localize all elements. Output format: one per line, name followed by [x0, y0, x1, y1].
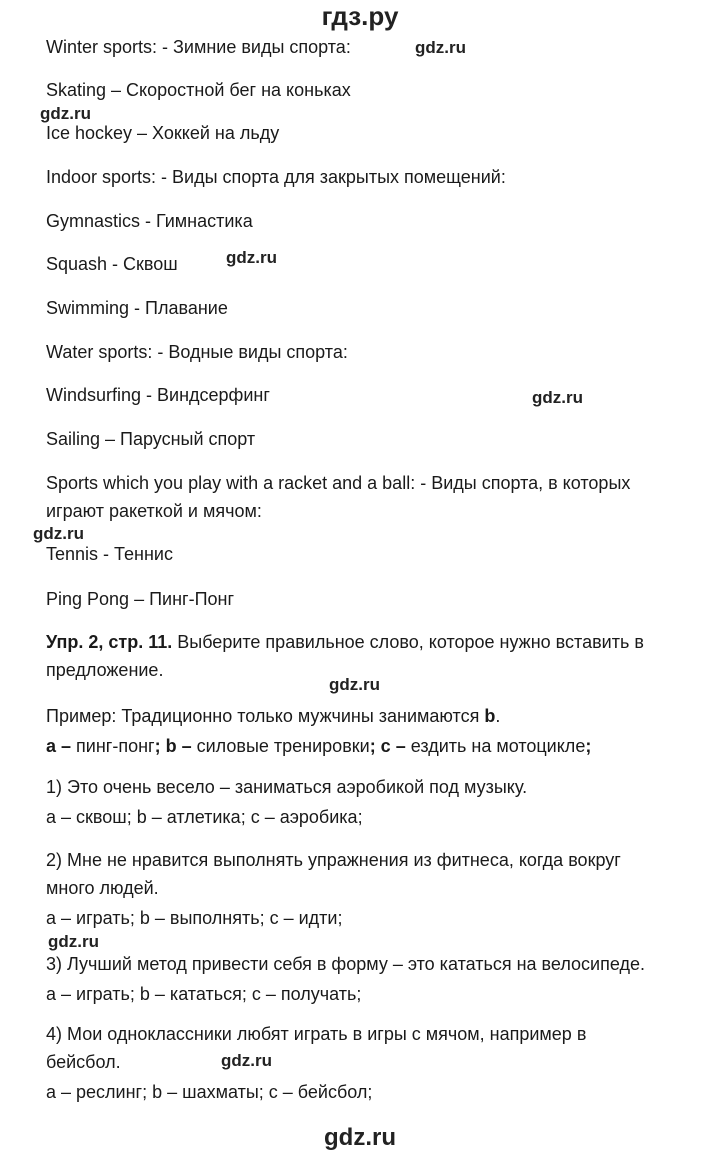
- exercise-instruction: Выберите правильное слово, которое нужно вставить в: [172, 632, 644, 652]
- vocab-line: Windsurfing - Виндсерфинг: [46, 385, 270, 405]
- option-c-label: ; c –: [369, 736, 406, 756]
- example-answer: b: [484, 706, 496, 726]
- option-end: ;: [585, 736, 592, 756]
- watermark: gdz.ru: [33, 524, 84, 543]
- vocab-line: Winter sports: - Зимние виды спорта:: [46, 37, 351, 57]
- vocab-line: Sports which you play with a racket and a ball: - Виды спорта, в которых: [46, 473, 631, 493]
- question-1: 1) Это очень весело – заниматься аэробикой под музыку.: [46, 777, 528, 797]
- option-b-text: силовые тренировки: [191, 736, 370, 756]
- watermark: gdz.ru: [221, 1051, 272, 1070]
- vocab-line: играют ракеткой и мячом:: [46, 501, 262, 521]
- vocab-line: Ice hockey – Хоккей на льду: [46, 123, 280, 143]
- watermark: gdz.ru: [226, 248, 277, 267]
- vocab-line: Skating – Скоростной бег на коньках: [46, 80, 351, 100]
- vocab-line: Ping Pong – Пинг-Понг: [46, 589, 235, 609]
- watermark: gdz.ru: [415, 38, 466, 57]
- watermark: gdz.ru: [48, 932, 99, 951]
- vocab-line: Sailing – Парусный спорт: [46, 429, 256, 449]
- exercise-heading: [46, 629, 676, 655]
- question-3-options: a – играть; b – кататься; c – получать;: [46, 984, 362, 1004]
- watermark: gdz.ru: [532, 388, 583, 407]
- exercise-instruction-cont: предложение.: [46, 660, 164, 680]
- example-end: .: [495, 706, 501, 726]
- vocab-line: Squash - Сквош: [46, 254, 178, 274]
- watermark: gdz.ru: [40, 104, 91, 123]
- question-2-options: a – играть; b – выполнять; c – идти;: [46, 908, 343, 928]
- example-line: [46, 703, 676, 729]
- question-4-cont: бейсбол.: [46, 1052, 121, 1072]
- watermark: gdz.ru: [329, 675, 380, 694]
- vocab-line: Swimming - Плавание: [46, 298, 228, 318]
- option-a-label: a –: [46, 736, 72, 756]
- example-text: Пример: Традиционно только мужчины занимаются: [46, 706, 485, 726]
- vocab-line: Water sports: - Водные виды спорта:: [46, 342, 348, 362]
- question-1-options: a – сквош; b – атлетика; c – аэробика;: [46, 807, 363, 827]
- option-c-text: ездить на мотоцикле: [405, 736, 586, 756]
- question-4: 4) Мои одноклассники любят играть в игры с мячом, например в: [46, 1024, 587, 1044]
- vocab-line: Gymnastics - Гимнастика: [46, 211, 253, 231]
- question-2: 2) Мне не нравится выполнять упражнения из фитнеса, когда вокруг: [46, 850, 621, 870]
- question-4-options: a – реслинг; b – шахматы; c – бейсбол;: [46, 1082, 373, 1102]
- site-footer: gdz.ru: [324, 1124, 396, 1151]
- example-options: [46, 733, 676, 759]
- option-b-label: ; b –: [154, 736, 192, 756]
- question-2-cont: много людей.: [46, 878, 159, 898]
- vocab-line: Indoor sports: - Виды спорта для закрытых помещений:: [46, 167, 506, 187]
- question-3: 3) Лучший метод привести себя в форму – это кататься на велосипеде.: [46, 954, 645, 974]
- site-header: гдз.ру: [321, 1, 399, 31]
- exercise-label: Упр. 2, стр. 11.: [46, 632, 173, 652]
- option-a-text: пинг-понг: [71, 736, 155, 756]
- vocab-line: Tennis - Теннис: [46, 544, 173, 564]
